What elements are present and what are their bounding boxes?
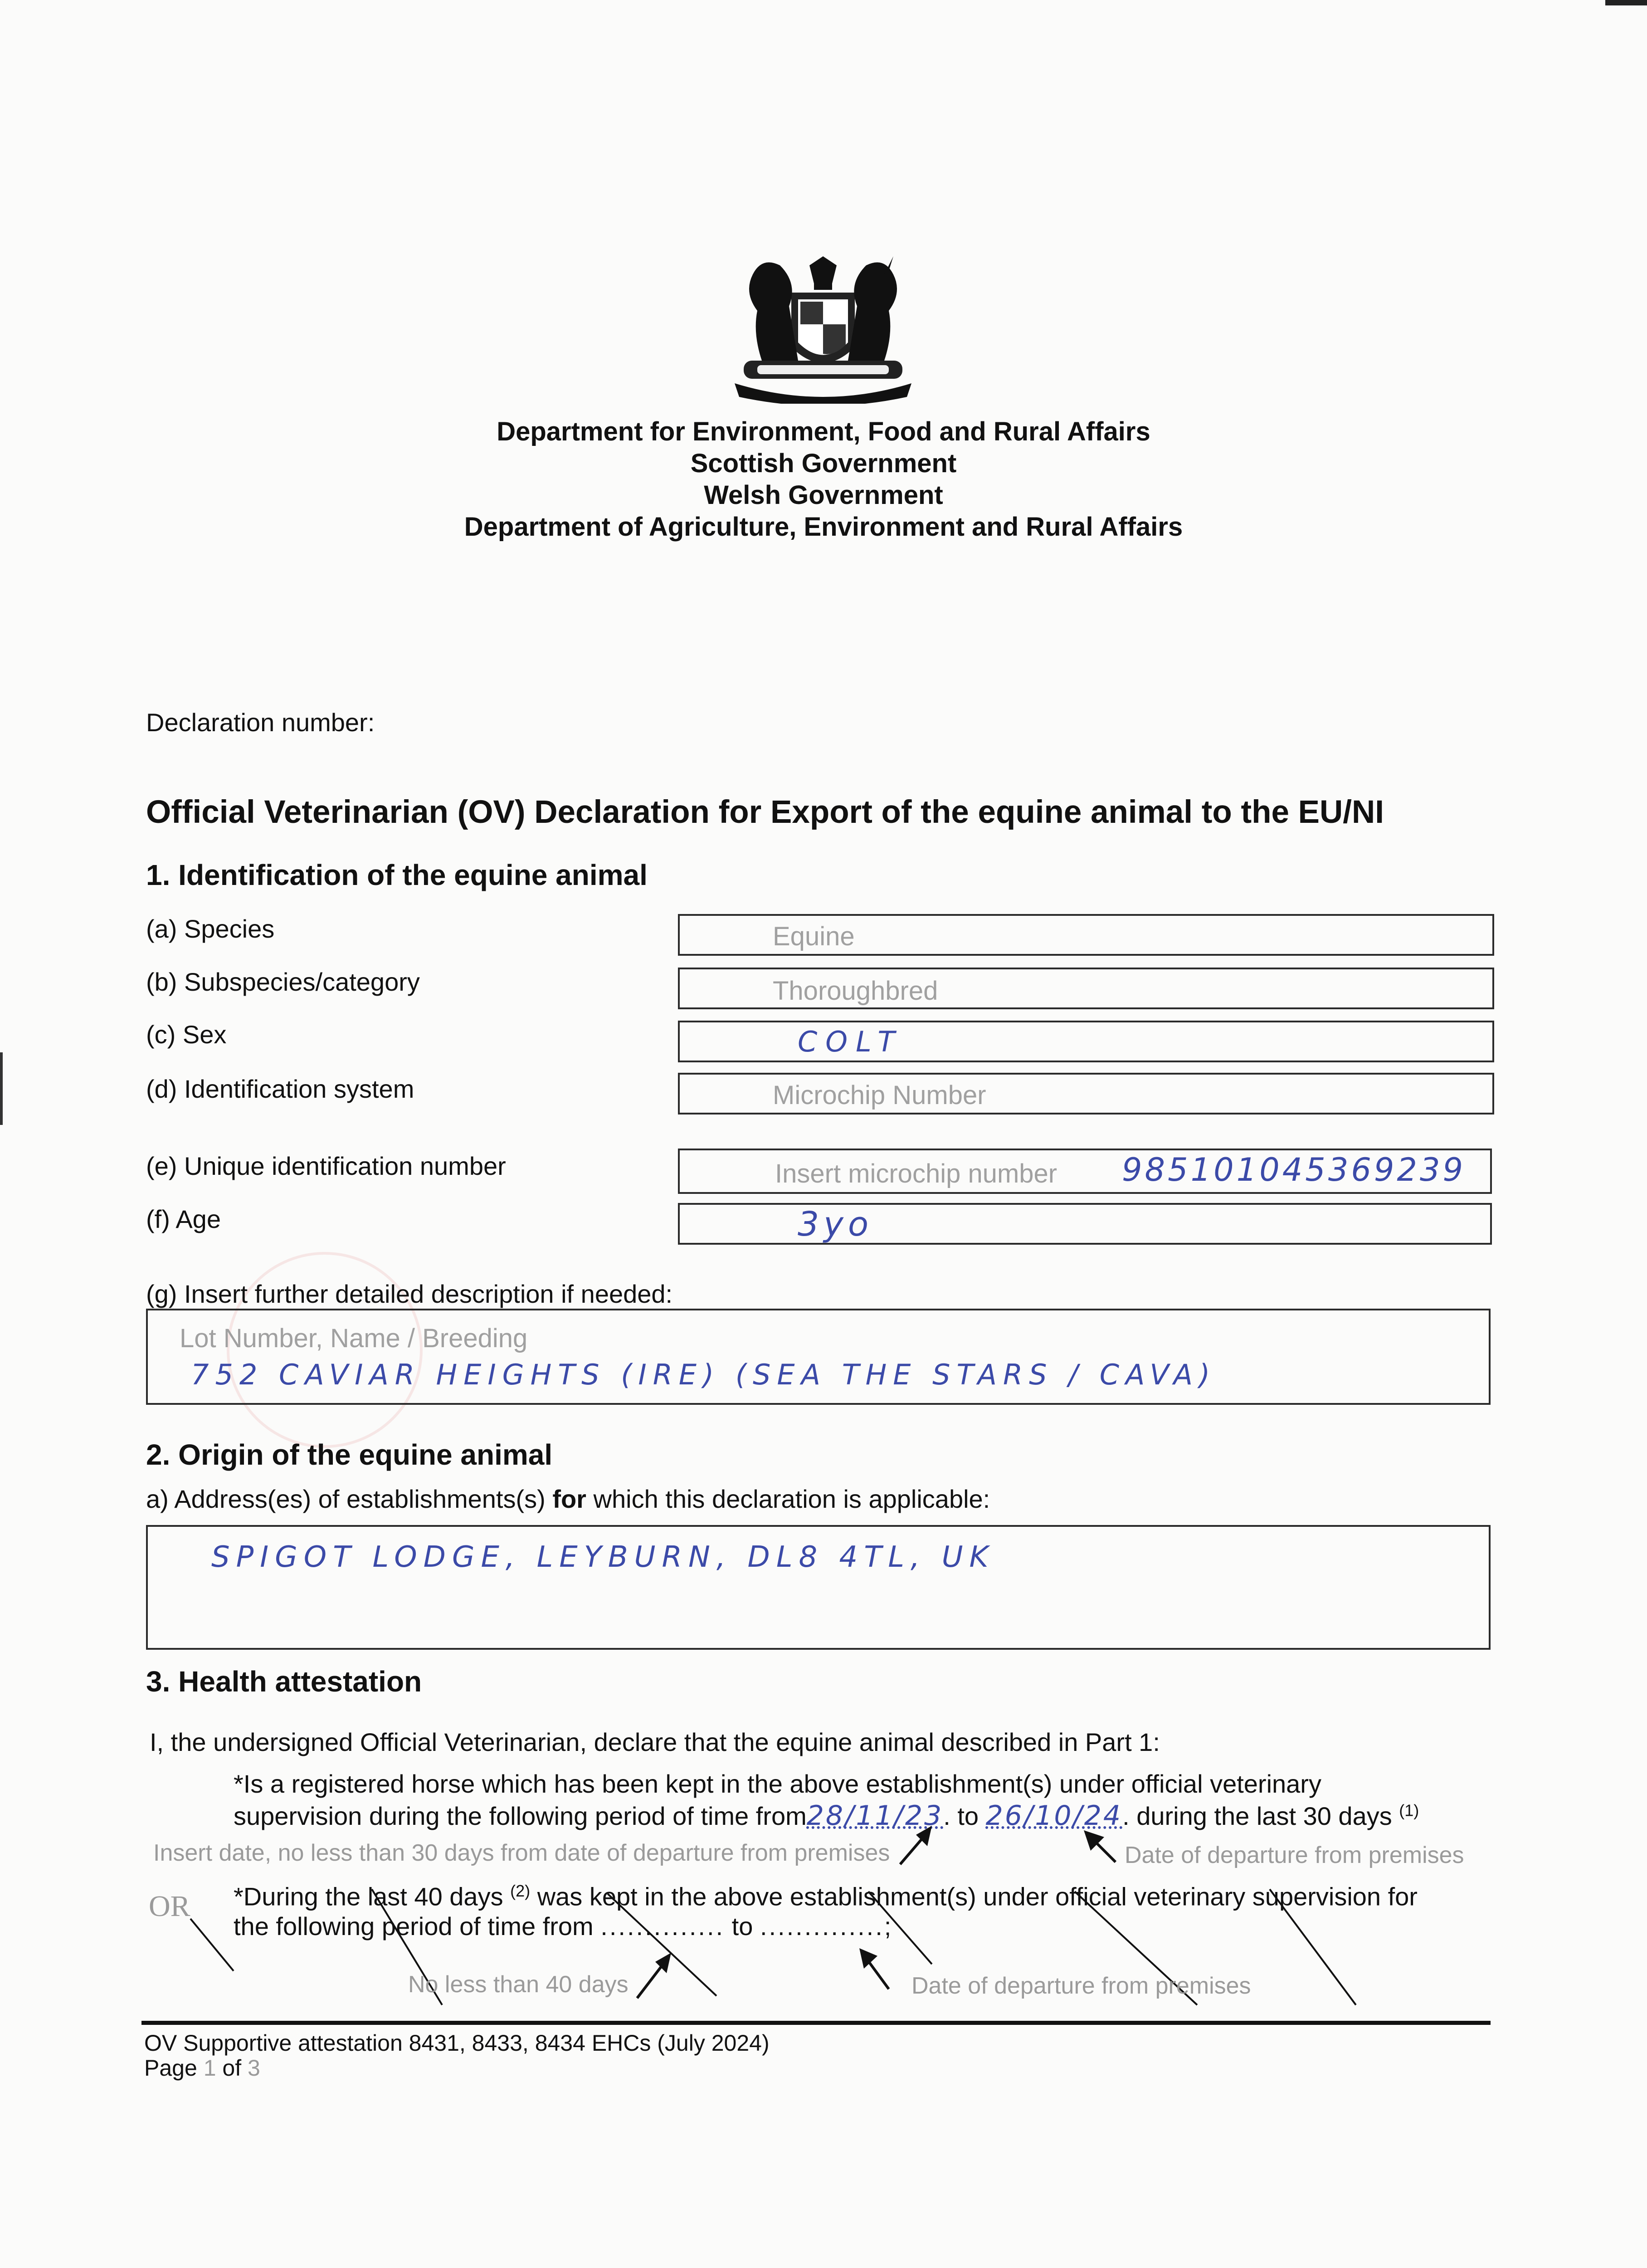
address-label-post: which this declaration is applicable: — [586, 1485, 990, 1513]
dept-defra: Department for Environment, Food and Rural Affairs — [497, 417, 1150, 446]
option2-line1-post: was kept in the above establishment(s) under official veterinary supervision for — [537, 1882, 1418, 1911]
footer-attestation: OV Supportive attestation 8431, 8433, 8434 EHCs (July 2024) — [144, 2030, 770, 2056]
hint-insert-date: Insert date, no less than 30 days from date of departure from premises — [153, 1840, 890, 1866]
subspecies-value: Thoroughbred — [773, 976, 938, 1006]
address-label-pre: a) Address(es) of establishments(s) — [146, 1485, 553, 1513]
address-label-for: for — [552, 1485, 586, 1513]
option2-from-field[interactable]: .............. — [600, 1912, 725, 1941]
sex-value: COLT — [798, 1025, 903, 1058]
label-age: (f) Age — [146, 1205, 221, 1233]
option1-from-date[interactable]: 28/11/23 — [806, 1800, 944, 1832]
option2-line2 — [234, 1911, 893, 1941]
label-identification-system: (d) Identification system — [146, 1075, 414, 1103]
label-further-description: (g) Insert further detailed description if needed: — [146, 1280, 673, 1308]
page-word: Page — [144, 2055, 197, 2081]
option1-line2: supervision during the following period of time from28/11/23. to 26/10/24. during the last 30 days $^{(1)}$ — [234, 1800, 1419, 1832]
section1-heading: 1. Identification of the equine animal — [146, 859, 648, 891]
option1-to-date[interactable]: 26/10/24 — [985, 1800, 1123, 1832]
dept-welsh-gov: Welsh Government — [704, 480, 943, 510]
option1-line2-post: during the last 30 days — [1136, 1802, 1392, 1830]
section2-heading: 2. Origin of the equine animal — [146, 1438, 553, 1471]
option2-to-field[interactable]: ..............; — [760, 1912, 893, 1941]
option2-line1 — [234, 1882, 1418, 1911]
unique-id-value: 985101045369239 — [1122, 1151, 1466, 1188]
label-species: (a) Species — [146, 914, 275, 943]
option1-dots1: . — [943, 1802, 958, 1830]
description-placeholder: Lot Number, Name / Breeding — [180, 1324, 528, 1353]
hint-departure-date-2: Date of departure from premises — [911, 1973, 1251, 1999]
description-value: 752 CAVIAR HEIGHTS (IRE) (SEA THE STARS / CAVA) — [191, 1358, 1217, 1391]
label-subspecies: (b) Subspecies/category — [146, 968, 420, 996]
option2-to-word: to — [731, 1912, 753, 1941]
page-number: 1 — [203, 2055, 216, 2081]
health-intro: I, the undersigned Official Veterinarian, declare that the equine animal described in Part 1: — [150, 1728, 1160, 1756]
label-unique-id: (e) Unique identification number — [146, 1152, 506, 1180]
declaration-number-label: Declaration number: — [146, 708, 375, 737]
footer-page — [144, 2055, 260, 2081]
species-value: Equine — [773, 922, 855, 951]
age-value: 3yo — [798, 1205, 873, 1244]
option1-line2-pre: supervision during the following period of time from — [234, 1802, 807, 1830]
page-total: 3 — [248, 2055, 260, 2081]
footnote-2: (2) — [510, 1882, 531, 1900]
option1-to-word: to — [957, 1802, 979, 1830]
dept-scottish-gov: Scottish Government — [690, 449, 957, 478]
page-title: Official Veterinarian (OV) Declaration for Export of the equine animal to the EU/NI — [146, 794, 1384, 830]
option2-line2-pre: the following period of time from — [234, 1912, 594, 1941]
footer-rule — [141, 2021, 1491, 2025]
identification-system-value: Microchip Number — [773, 1080, 986, 1110]
address-value: SPIGOT LODGE, LEYBURN, DL8 4TL, UK — [211, 1540, 995, 1574]
footnote-1: (1) — [1399, 1801, 1419, 1820]
hint-no-less-than-40: No less than 40 days — [408, 1971, 629, 1998]
option2-line1-pre: *During the last 40 days — [234, 1882, 503, 1911]
or-label: OR — [149, 1890, 190, 1923]
label-sex: (c) Sex — [146, 1020, 227, 1049]
dept-daera: Department of Agriculture, Environment and Rural Affairs — [464, 512, 1183, 542]
of-word: of — [222, 2055, 242, 2081]
unique-id-placeholder: Insert microchip number — [775, 1159, 1057, 1188]
section3-heading: 3. Health attestation — [146, 1665, 422, 1698]
hint-departure-date: Date of departure from premises — [1125, 1842, 1464, 1868]
option1-line1: *Is a registered horse which has been kept in the above establishment(s) under official veterinary — [234, 1769, 1321, 1798]
